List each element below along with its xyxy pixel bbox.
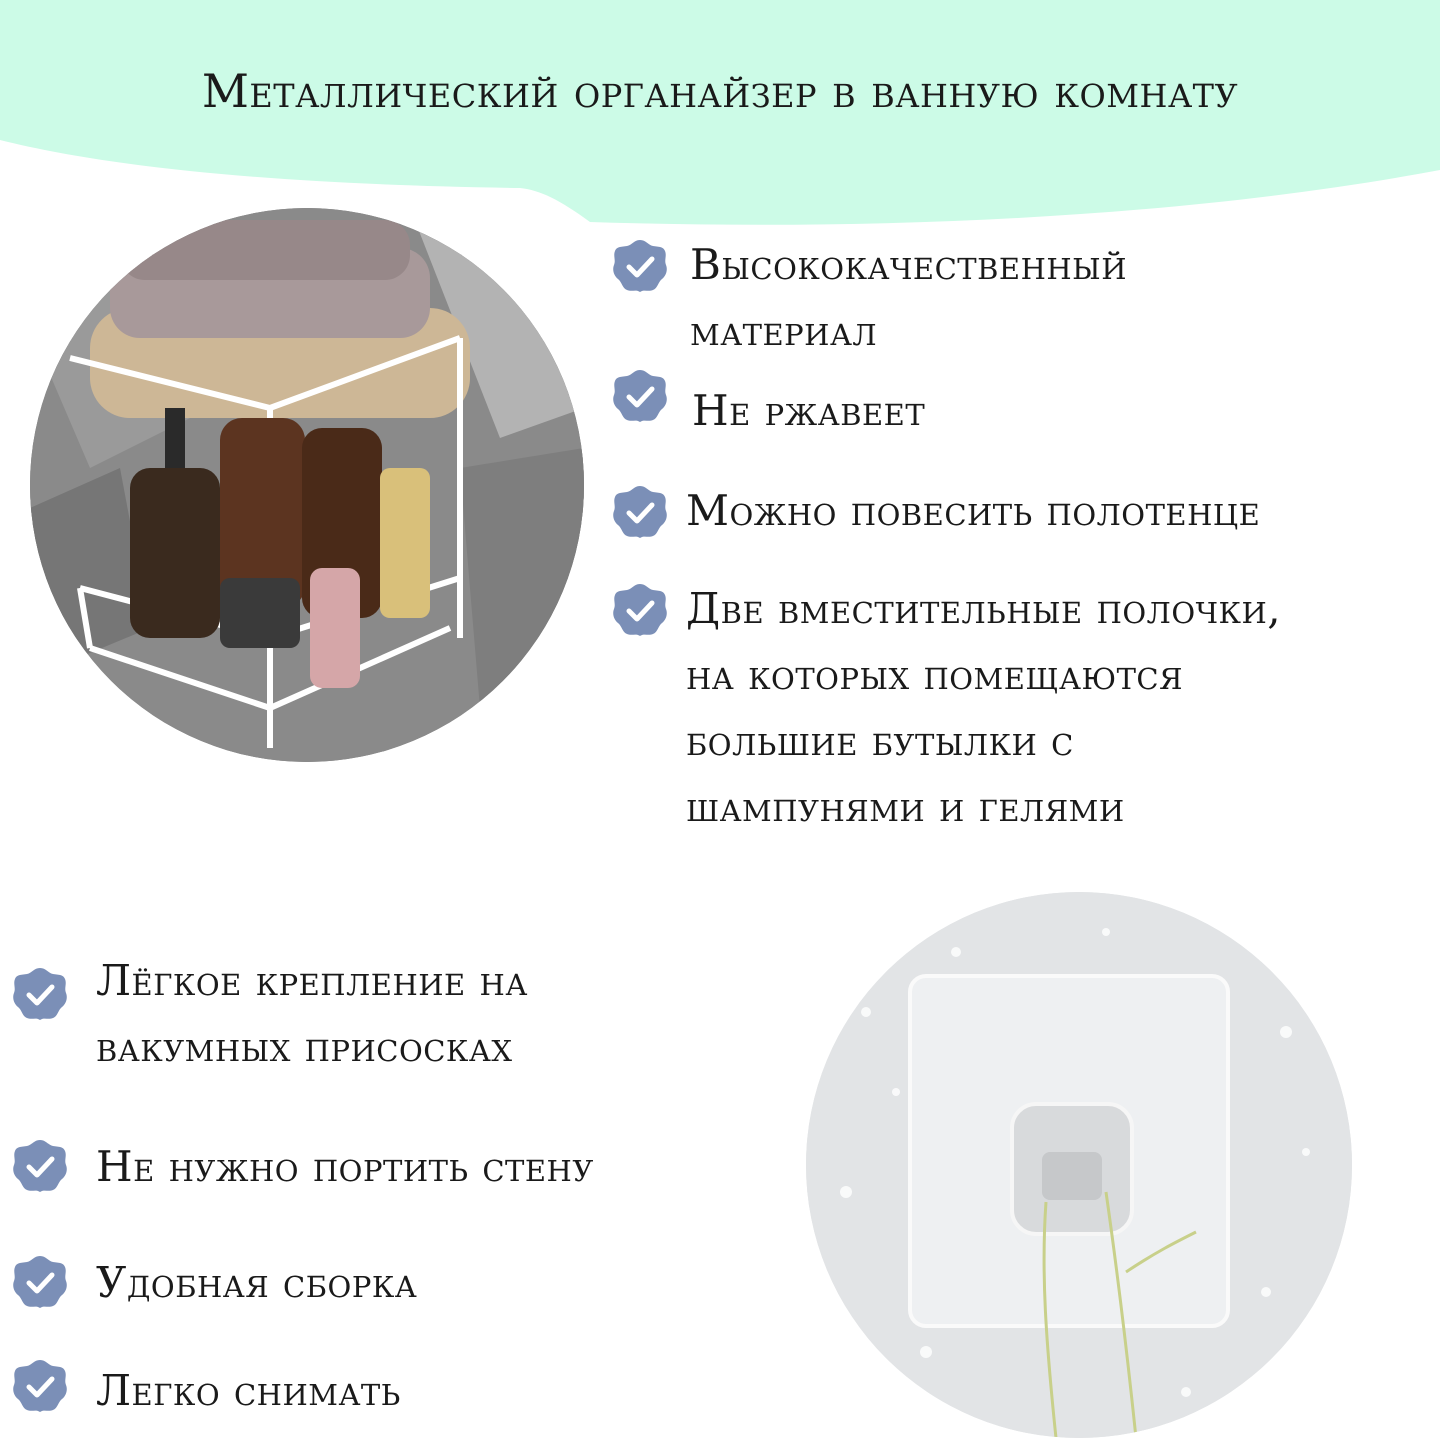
feature-text: Можно повесить полотенце	[686, 486, 1261, 535]
feature-item	[12, 948, 528, 1080]
feature-text: Легко снимать	[96, 1366, 401, 1415]
feature-item	[612, 478, 1260, 544]
suction-hook-photo	[806, 892, 1352, 1438]
feature-text: Не нужно портить стену	[96, 1142, 594, 1191]
page-title: Металлический органайзер в ванную комнату	[201, 64, 1239, 118]
feature-item	[612, 232, 1127, 364]
feature-text: Удобная сборка	[96, 1258, 418, 1307]
organizer-photo	[30, 208, 584, 762]
feature-item	[12, 1250, 417, 1316]
feature-text: Не ржавеет	[692, 386, 926, 435]
check-badge-icon	[612, 582, 668, 638]
check-badge-icon	[12, 1358, 68, 1414]
feature-text: Лёгкое крепление на вакумных присосках	[96, 956, 528, 1071]
feature-text: Высококачественный материал	[690, 240, 1127, 355]
feature-text: Две вместительные полочки, на которых помещаются большие бутылки с шампунями и гелями	[686, 584, 1282, 831]
feature-item	[12, 1134, 594, 1200]
title-banner	[0, 0, 1440, 240]
check-badge-icon	[12, 966, 68, 1022]
check-badge-icon	[612, 484, 668, 540]
feature-item	[612, 576, 1281, 840]
check-badge-icon	[612, 368, 668, 424]
check-badge-icon	[12, 1254, 68, 1310]
check-badge-icon	[12, 1138, 68, 1194]
feature-item	[612, 378, 925, 444]
feature-item	[12, 1358, 401, 1424]
check-badge-icon	[612, 238, 668, 294]
